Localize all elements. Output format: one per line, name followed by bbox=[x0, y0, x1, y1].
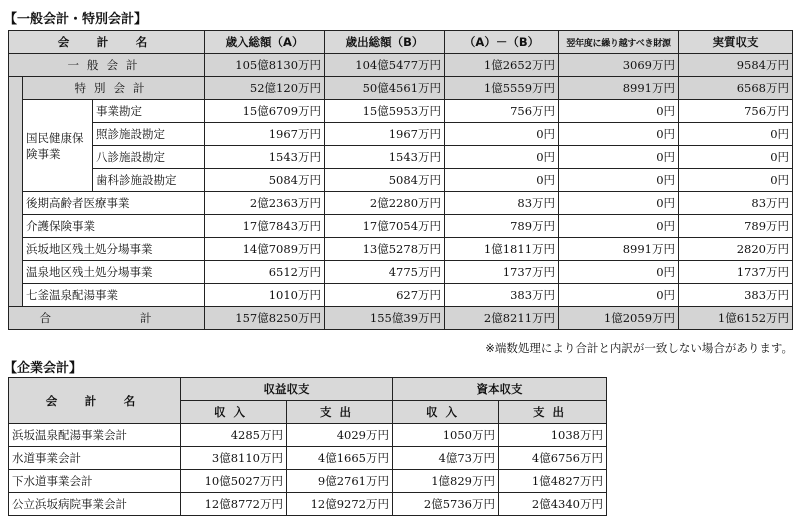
cell-carryover: 0円 bbox=[559, 146, 679, 169]
row-name: 温泉地区残土処分場事業 bbox=[23, 261, 205, 284]
cell-net: 383万円 bbox=[679, 284, 793, 307]
header-expenditure: 歳出総額（B） bbox=[325, 31, 445, 54]
cell-rev-income: 10億5027万円 bbox=[181, 470, 287, 493]
cell-expenditure: 50億4561万円 bbox=[325, 77, 445, 100]
row-name: 特別会計 bbox=[23, 77, 205, 100]
cell-difference: 383万円 bbox=[445, 284, 559, 307]
cell-cap-outgo: 1億4827万円 bbox=[499, 470, 607, 493]
cell-difference: 1億2652万円 bbox=[445, 54, 559, 77]
cell-rev-income: 3億8110万円 bbox=[181, 447, 287, 470]
row-name: 後期高齢者医療事業 bbox=[23, 192, 205, 215]
enterprise-section-title: 【企業会計】 bbox=[4, 361, 83, 376]
cell-carryover: 1億2059万円 bbox=[559, 307, 679, 330]
cell-difference: 756万円 bbox=[445, 100, 559, 123]
cell-expenditure: 104億5477万円 bbox=[325, 54, 445, 77]
table-row bbox=[9, 284, 793, 307]
cell-net: 2820万円 bbox=[679, 238, 793, 261]
cell-carryover: 0円 bbox=[559, 261, 679, 284]
cell-net: 789万円 bbox=[679, 215, 793, 238]
header-revenue-balance: 収益収支 bbox=[181, 378, 393, 401]
cell-carryover: 0円 bbox=[559, 100, 679, 123]
row-name: 事業勘定 bbox=[93, 100, 205, 123]
cell-expenditure: 13億5278万円 bbox=[325, 238, 445, 261]
table-row-total bbox=[9, 307, 793, 330]
table-row bbox=[9, 100, 793, 123]
row-name: 歯科診施設勘定 bbox=[93, 169, 205, 192]
cell-expenditure: 2億2280万円 bbox=[325, 192, 445, 215]
cell-cap-outgo: 2億4340万円 bbox=[499, 493, 607, 516]
cell-net: 0円 bbox=[679, 123, 793, 146]
cell-difference: 1億5559万円 bbox=[445, 77, 559, 100]
rounding-note: ※端数処理により合計と内訳が一致しない場合があります。 bbox=[485, 341, 793, 355]
header-outgo: 支出 bbox=[499, 401, 607, 424]
cell-revenue: 14億7089万円 bbox=[205, 238, 325, 261]
cell-expenditure: 1967万円 bbox=[325, 123, 445, 146]
cell-carryover: 0円 bbox=[559, 192, 679, 215]
cell-cap-income: 4億73万円 bbox=[393, 447, 499, 470]
cell-expenditure: 5084万円 bbox=[325, 169, 445, 192]
total-label: 合 計 bbox=[9, 307, 205, 330]
table-row bbox=[9, 169, 793, 192]
indent-spacer bbox=[9, 100, 23, 307]
cell-rev-income: 4285万円 bbox=[181, 424, 287, 447]
cell-expenditure: 627万円 bbox=[325, 284, 445, 307]
table-row bbox=[9, 470, 607, 493]
row-name: 下水道事業会計 bbox=[9, 470, 181, 493]
cell-cap-outgo: 4億6756万円 bbox=[499, 447, 607, 470]
cell-revenue: 105億8130万円 bbox=[205, 54, 325, 77]
cell-rev-outgo: 4億1665万円 bbox=[287, 447, 393, 470]
cell-net: 6568万円 bbox=[679, 77, 793, 100]
table-row bbox=[9, 215, 793, 238]
cell-revenue: 15億6709万円 bbox=[205, 100, 325, 123]
header-row bbox=[9, 378, 607, 401]
row-name: 八診施設勘定 bbox=[93, 146, 205, 169]
row-name: 水道事業会計 bbox=[9, 447, 181, 470]
header-outgo: 支出 bbox=[287, 401, 393, 424]
cell-expenditure: 4775万円 bbox=[325, 261, 445, 284]
general-section-title: 【一般会計・特別会計】 bbox=[4, 12, 148, 27]
cell-carryover: 0円 bbox=[559, 169, 679, 192]
cell-revenue: 1543万円 bbox=[205, 146, 325, 169]
cell-expenditure: 15億5953万円 bbox=[325, 100, 445, 123]
table-row bbox=[9, 424, 607, 447]
cell-cap-income: 1050万円 bbox=[393, 424, 499, 447]
cell-cap-outgo: 1038万円 bbox=[499, 424, 607, 447]
cell-revenue: 2億2363万円 bbox=[205, 192, 325, 215]
cell-net: 83万円 bbox=[679, 192, 793, 215]
cell-rev-outgo: 4029万円 bbox=[287, 424, 393, 447]
cell-revenue: 1010万円 bbox=[205, 284, 325, 307]
header-revenue: 歳入総額（A） bbox=[205, 31, 325, 54]
cell-carryover: 0円 bbox=[559, 284, 679, 307]
cell-carryover: 0円 bbox=[559, 215, 679, 238]
cell-carryover: 3069万円 bbox=[559, 54, 679, 77]
header-account-name: 会 計 名 bbox=[9, 378, 181, 424]
cell-carryover: 0円 bbox=[559, 123, 679, 146]
row-name: 浜坂温泉配湯事業会計 bbox=[9, 424, 181, 447]
indent-spacer bbox=[9, 77, 23, 100]
cell-difference: 789万円 bbox=[445, 215, 559, 238]
cell-net: 0円 bbox=[679, 146, 793, 169]
header-capital-balance: 資本収支 bbox=[393, 378, 607, 401]
row-name: 七釜温泉配湯事業 bbox=[23, 284, 205, 307]
header-difference: （A）－（B） bbox=[445, 31, 559, 54]
table-row bbox=[9, 493, 607, 516]
cell-net: 0円 bbox=[679, 169, 793, 192]
cell-revenue: 17億7843万円 bbox=[205, 215, 325, 238]
header-net-balance: 実質収支 bbox=[679, 31, 793, 54]
header-account-name: 会 計 名 bbox=[9, 31, 205, 54]
table-row-tokubetsu bbox=[9, 77, 793, 100]
cell-revenue: 157億8250万円 bbox=[205, 307, 325, 330]
cell-net: 756万円 bbox=[679, 100, 793, 123]
cell-net: 9584万円 bbox=[679, 54, 793, 77]
header-income: 収入 bbox=[393, 401, 499, 424]
cell-difference: 0円 bbox=[445, 146, 559, 169]
table-row bbox=[9, 238, 793, 261]
cell-expenditure: 17億7054万円 bbox=[325, 215, 445, 238]
cell-rev-income: 12億8772万円 bbox=[181, 493, 287, 516]
table-row bbox=[9, 123, 793, 146]
row-name: 介護保険事業 bbox=[23, 215, 205, 238]
cell-rev-outgo: 9億2761万円 bbox=[287, 470, 393, 493]
header-carryover: 翌年度に繰り越すべき財源 bbox=[559, 31, 679, 54]
cell-revenue: 52億120万円 bbox=[205, 77, 325, 100]
table-row bbox=[9, 192, 793, 215]
cell-carryover: 8991万円 bbox=[559, 77, 679, 100]
header-row bbox=[9, 31, 793, 54]
cell-net: 1億6152万円 bbox=[679, 307, 793, 330]
cell-cap-income: 2億5736万円 bbox=[393, 493, 499, 516]
row-name: 浜坂地区残土処分場事業 bbox=[23, 238, 205, 261]
cell-net: 1737万円 bbox=[679, 261, 793, 284]
enterprise-accounts-table bbox=[8, 377, 607, 516]
cell-difference: 2億8211万円 bbox=[445, 307, 559, 330]
table-row bbox=[9, 447, 607, 470]
table-row bbox=[9, 261, 793, 284]
cell-revenue: 1967万円 bbox=[205, 123, 325, 146]
cell-rev-outgo: 12億9272万円 bbox=[287, 493, 393, 516]
cell-expenditure: 1543万円 bbox=[325, 146, 445, 169]
cell-expenditure: 155億39万円 bbox=[325, 307, 445, 330]
row-name: 公立浜坂病院事業会計 bbox=[9, 493, 181, 516]
row-name: 照診施設勘定 bbox=[93, 123, 205, 146]
general-accounts-table bbox=[8, 30, 793, 330]
cell-difference: 1億1811万円 bbox=[445, 238, 559, 261]
cell-difference: 0円 bbox=[445, 123, 559, 146]
kokumin-group-label: 国民健康保険事業 bbox=[23, 100, 93, 192]
cell-cap-income: 1億829万円 bbox=[393, 470, 499, 493]
cell-carryover: 8991万円 bbox=[559, 238, 679, 261]
cell-difference: 0円 bbox=[445, 169, 559, 192]
cell-revenue: 6512万円 bbox=[205, 261, 325, 284]
cell-revenue: 5084万円 bbox=[205, 169, 325, 192]
header-income: 収入 bbox=[181, 401, 287, 424]
cell-difference: 83万円 bbox=[445, 192, 559, 215]
cell-difference: 1737万円 bbox=[445, 261, 559, 284]
table-row-ippan bbox=[9, 54, 793, 77]
table-row bbox=[9, 146, 793, 169]
row-name: 一般会計 bbox=[9, 54, 205, 77]
